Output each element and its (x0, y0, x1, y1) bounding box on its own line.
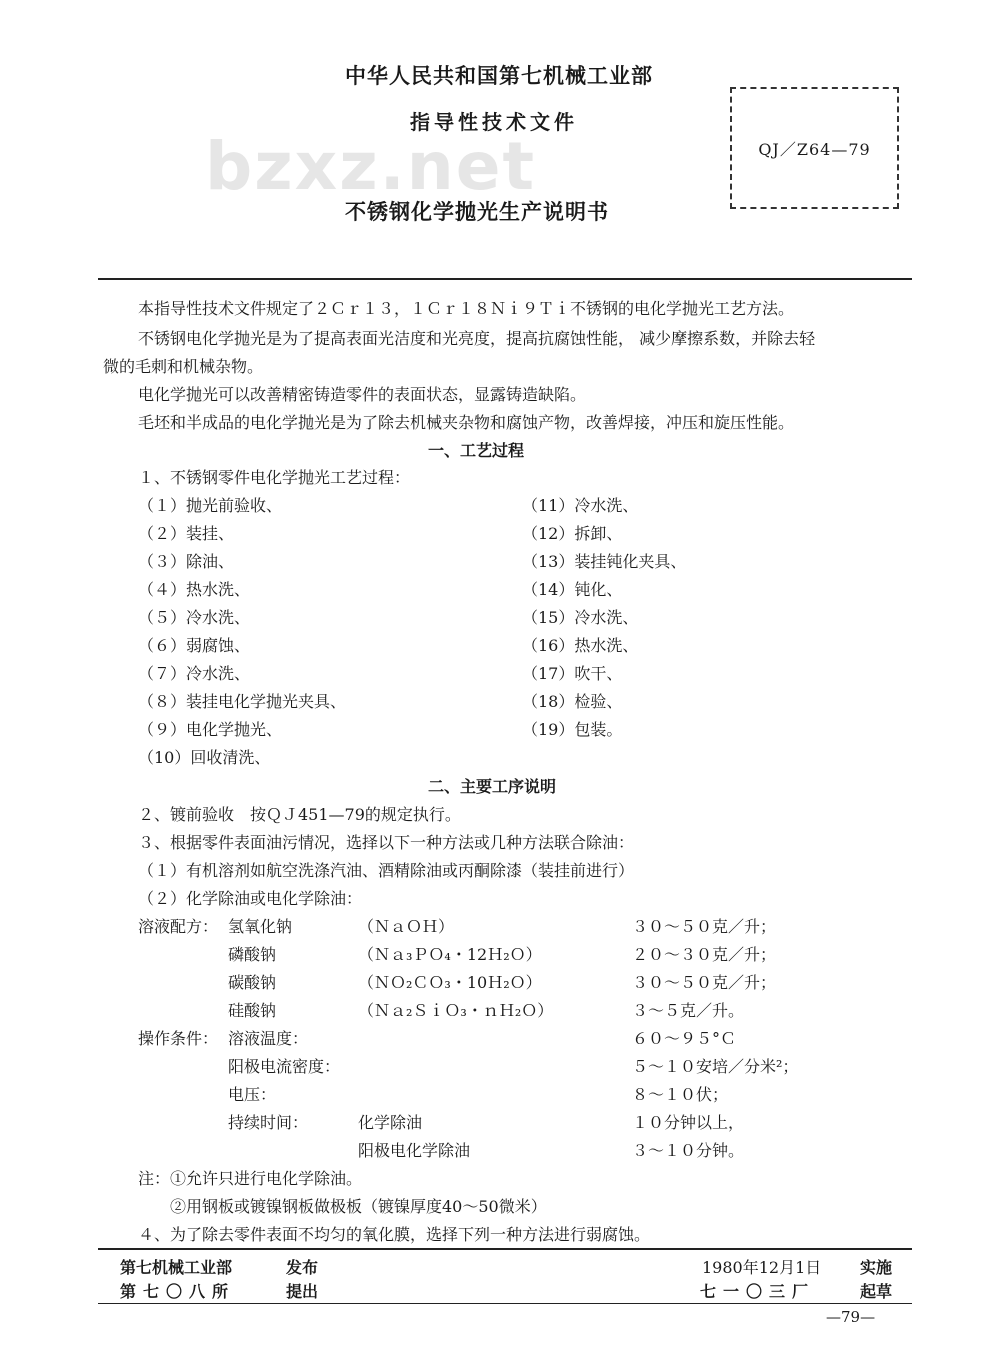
date-action: 实施 (860, 1258, 893, 1277)
process-item-3: ３、根据零件表面油污情况，选择以下一种方法或几种方法联合除油： (138, 833, 635, 852)
step-left: （３）除油、 (138, 552, 235, 571)
footer-rule-top (98, 1248, 912, 1250)
ministry-heading: 中华人民共和国第七机械工业部 (345, 64, 653, 88)
intro-line-2: 不锈钢电化学抛光是为了提高表面光洁度和光亮度，提高抗腐蚀性能， 减少摩擦系数，并除去轻 (138, 329, 816, 348)
chemical-formula: （Ｎａ₃ＰＯ₄・12Ｈ₂Ｏ） (358, 945, 542, 964)
chemical-amount: ３０～５０克／升； (632, 917, 777, 936)
step-right: （15）冷水洗、 (522, 608, 639, 627)
intro-line-5: 毛坯和半成品的电化学抛光是为了除去机械夹杂物和腐蚀产物，改善焊接，冲压和旋压性能。 (138, 413, 795, 432)
chemical-amount: ３～５克／升。 (632, 1001, 745, 1020)
condition-value: ５～１０安培／分米²； (632, 1057, 799, 1076)
condition-name: 阳极电流密度： (228, 1057, 341, 1076)
condition-name: 持续时间： (228, 1113, 309, 1132)
condition-value: ３～１０分钟。 (632, 1141, 745, 1160)
proposer: 第七〇八所 (120, 1282, 236, 1301)
step-right: （19）包装。 (522, 720, 623, 739)
degrease-option-2: （２）化学除油或电化学除油： (138, 889, 363, 908)
step-left: （７）冷水洗、 (138, 664, 251, 683)
condition-name: 电压： (228, 1085, 277, 1104)
draft-action: 起草 (860, 1282, 893, 1301)
header-rule (98, 278, 912, 280)
step-left: （９）电化学抛光、 (138, 720, 283, 739)
step-right: （14）钝化、 (522, 580, 623, 599)
chemical-formula: （ＮａＯＨ） (358, 917, 455, 936)
condition-sub: 阳极电化学除油 (358, 1141, 471, 1160)
step-right: （12）拆卸、 (522, 524, 623, 543)
chemical-name: 磷酸钠 (228, 945, 277, 964)
degrease-option-1: （１）有机溶剂如航空洗涤汽油、酒精除油或丙酮除漆（装挂前进行） (138, 861, 635, 880)
step-left: （１）抛光前验收、 (138, 496, 283, 515)
chemical-name: 氢氧化钠 (228, 917, 293, 936)
condition-value: １０分钟以上， (632, 1113, 745, 1132)
document-title: 不锈钢化学抛光生产说明书 (345, 200, 609, 224)
step-right: （16）热水洗、 (522, 636, 639, 655)
step-left: （10）回收清洗、 (138, 748, 271, 767)
footer-rule-bottom (98, 1303, 912, 1304)
intro-line-3: 微的毛刺和机械杂物。 (103, 357, 264, 376)
section-1-title: 一、工艺过程 (428, 441, 525, 460)
step-left: （２）装挂、 (138, 524, 235, 543)
issuer: 第七机械工业部 (120, 1258, 233, 1277)
process-item-4: ４、为了除去零件表面不均匀的氧化膜，选择下列一种方法进行弱腐蚀。 (138, 1225, 651, 1244)
step-right: （17）吹干、 (522, 664, 623, 683)
condition-value: ６０～９５°Ｃ (632, 1029, 737, 1048)
process-item-2: ２、镀前验收 按ＱＪ451—79的规定执行。 (138, 805, 461, 824)
doc-type-heading: 指导性技术文件 (410, 110, 578, 134)
note-1: 注：①允许只进行电化学除油。 (138, 1169, 363, 1188)
step-left: （４）热水洗、 (138, 580, 251, 599)
step-right: （18）检验、 (522, 692, 623, 711)
standard-code-box (730, 87, 899, 209)
chemical-name: 硅酸钠 (228, 1001, 277, 1020)
page-number: —79— (826, 1308, 876, 1326)
chemical-amount: ２０～３０克／升； (632, 945, 777, 964)
intro-line-1: 本指导性技术文件规定了２Ｃｒ１３，１Ｃｒ１８Ｎｉ９Ｔｉ不锈钢的电化学抛光工艺方法。 (138, 299, 795, 318)
operation-label: 操作条件： (138, 1029, 219, 1048)
step-right: （11）冷水洗、 (522, 496, 639, 515)
step-left: （８）装挂电化学抛光夹具、 (138, 692, 347, 711)
solution-label: 溶液配方： (138, 917, 219, 936)
chemical-formula: （ＮＯ₂ＣＯ₃・10Ｈ₂Ｏ） (358, 973, 542, 992)
chemical-amount: ３０～５０克／升； (632, 973, 777, 992)
process-item-1: １、不锈钢零件电化学抛光工艺过程： (138, 468, 411, 487)
step-left: （６）弱腐蚀、 (138, 636, 251, 655)
step-right: （13）装挂钝化夹具、 (522, 552, 687, 571)
condition-sub: 化学除油 (358, 1113, 423, 1132)
note-2: ②用钢板或镀镍钢板做极板（镀镍厚度40～50微米） (170, 1197, 547, 1216)
condition-value: ８～１０伏； (632, 1085, 729, 1104)
step-left: （５）冷水洗、 (138, 608, 251, 627)
issue-action: 发布 (286, 1258, 319, 1277)
standard-code: QJ／Z64—79 (758, 140, 871, 159)
chemical-name: 碳酸钠 (228, 973, 277, 992)
chemical-formula: （Ｎａ₂ＳｉＯ₃・ｎＨ₂Ｏ） (358, 1001, 554, 1020)
intro-line-4: 电化学抛光可以改善精密铸造零件的表面状态，显露铸造缺陷。 (138, 385, 587, 404)
watermark: bzxz.net (205, 128, 537, 205)
drafter: 七一〇三厂 (700, 1282, 816, 1301)
condition-name: 溶液温度： (228, 1029, 309, 1048)
section-2-title: 二、主要工序说明 (428, 777, 557, 796)
propose-action: 提出 (286, 1282, 319, 1301)
effective-date: 1980年12月1日 (702, 1258, 822, 1277)
